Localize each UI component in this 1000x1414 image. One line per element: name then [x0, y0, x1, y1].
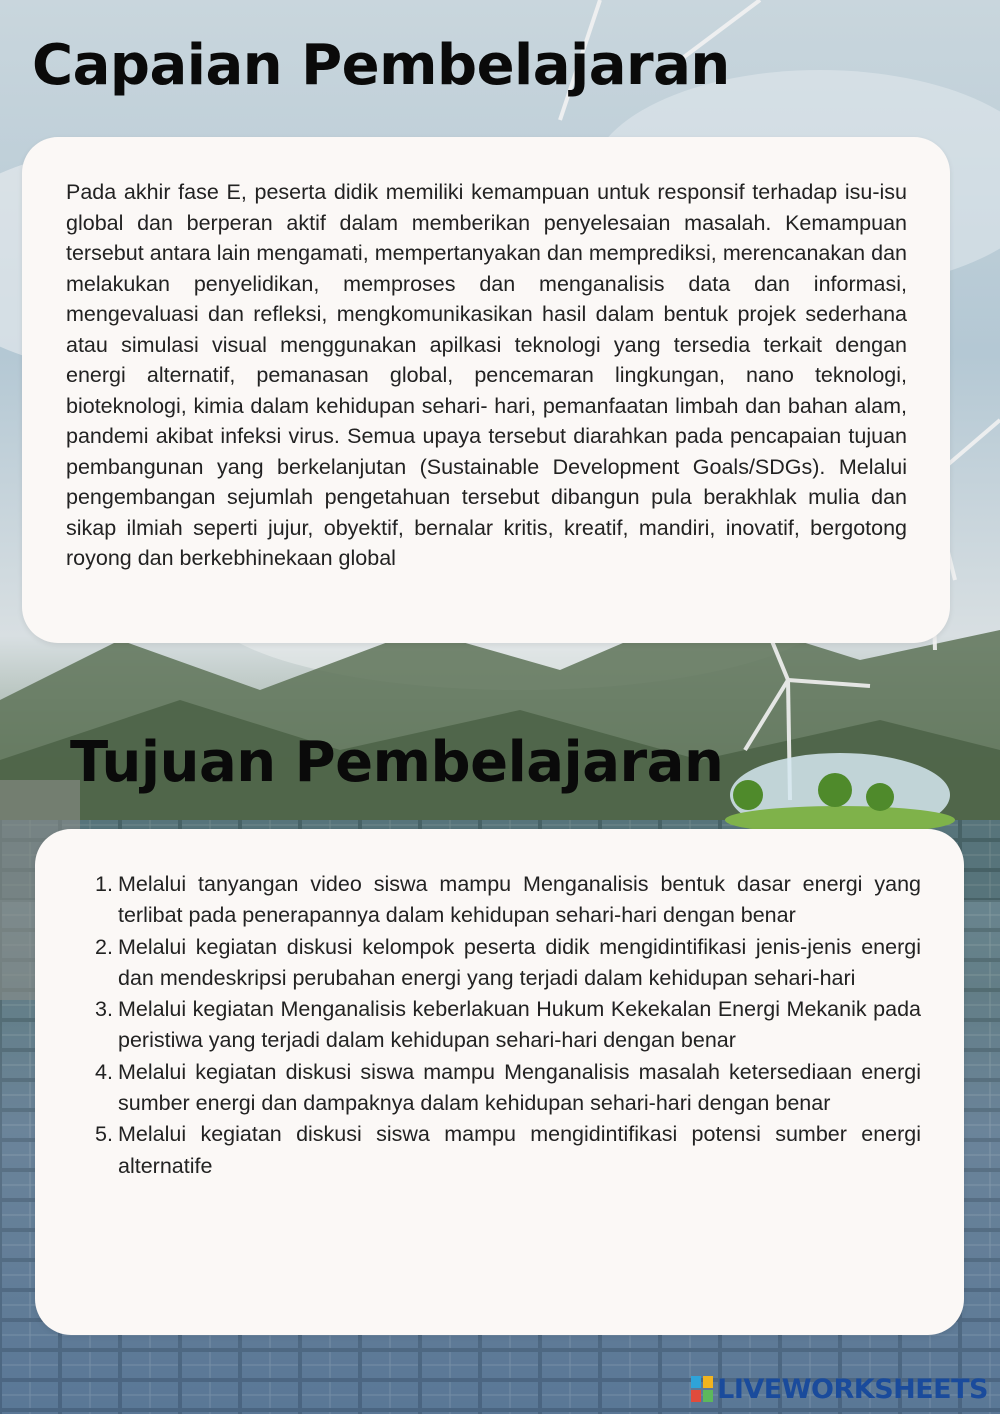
item-text: Melalui kegiatan diskusi siswa mampu mengidintifikasi potensi sumber energi alternatife — [118, 1122, 921, 1178]
liveworksheets-logo[interactable] — [691, 1372, 988, 1406]
item-text: Melalui kegiatan diskusi kelompok peserta didik mengidintifikasi jenis-jenis energi dan mendeskripsi perubahan energi yang terjadi dalam kehidupan sehari-hari — [118, 934, 921, 990]
item-text: Melalui tanyangan video siswa mampu Menganalisis bentuk dasar energi yang terlibat pada penerapannya dalam kehidupan sehari-hari dengan benar — [118, 872, 921, 928]
list-item — [95, 869, 921, 932]
watermark-text: LIVEWORKSHEETS — [717, 1373, 988, 1405]
tujuan-card — [35, 829, 964, 1335]
section-title-capaian: Capaian Pembelajaran — [32, 33, 730, 98]
item-number: 2. — [95, 934, 113, 959]
capaian-paragraph: Pada akhir fase E, peserta didik memiliki kemampuan untuk responsif terhadap isu-isu global dan berperan aktif dalam memberikan penyelesaian masalah. Kemampuan tersebut antara lain mengamati, mempertanyakan dan memprediksi, merencanakan dan melakukan penyelidikan, memproses dan menganalisis data dan informasi, mengevaluasi dan refleksi, mengkomunikasikan hasil dalam bentuk projek sederhana atau simulasi visual menggunakan apilkasi teknologi yang tersedia terkait dengan energi alternatif, pemanasan global, pencemaran lingkungan, nano teknologi, bioteknologi, kimia dalam kehidupan sehari- hari, pemanfaatan limbah dan bahan alam, pandemi akibat infeksi virus. Semua upaya tersebut diarahkan pada pencapaian tujuan pembangunan yang berkelanjutan (Sustainable Development Goals/SDGs). Melalui pengembangan sejumlah pengetahuan tersebut dibangun pula berakhlak mulia dan sikap ilmiah seperti jujur, obyektif, bernalar kritis, kreatif, mandiri, inovatif, bergotong royong dan berkebhinekaan global — [66, 180, 907, 570]
list-item — [95, 1119, 921, 1182]
item-number: 5. — [95, 1122, 113, 1147]
list-item — [95, 932, 921, 995]
list-item — [95, 994, 921, 1057]
item-number: 4. — [95, 1059, 113, 1084]
list-item — [95, 1057, 921, 1120]
liveworksheets-icon — [691, 1376, 713, 1402]
item-number: 1. — [95, 872, 113, 896]
item-number: 3. — [95, 997, 113, 1022]
capaian-card — [22, 137, 950, 643]
goals-list — [95, 869, 921, 1182]
section-title-tujuan: Tujuan Pembelajaran — [70, 730, 724, 795]
item-text: Melalui kegiatan diskusi siswa mampu Menganalisis masalah ketersediaan energi sumber energi dan dampaknya dalam kehidupan sehari-hari dengan benar — [118, 1059, 921, 1116]
item-text: Melalui kegiatan Menganalisis keberlakuan Hukum Kekekalan Energi Mekanik pada peristiwa yang terjadi dalam kehidupan sehari-hari dengan benar — [118, 997, 921, 1053]
